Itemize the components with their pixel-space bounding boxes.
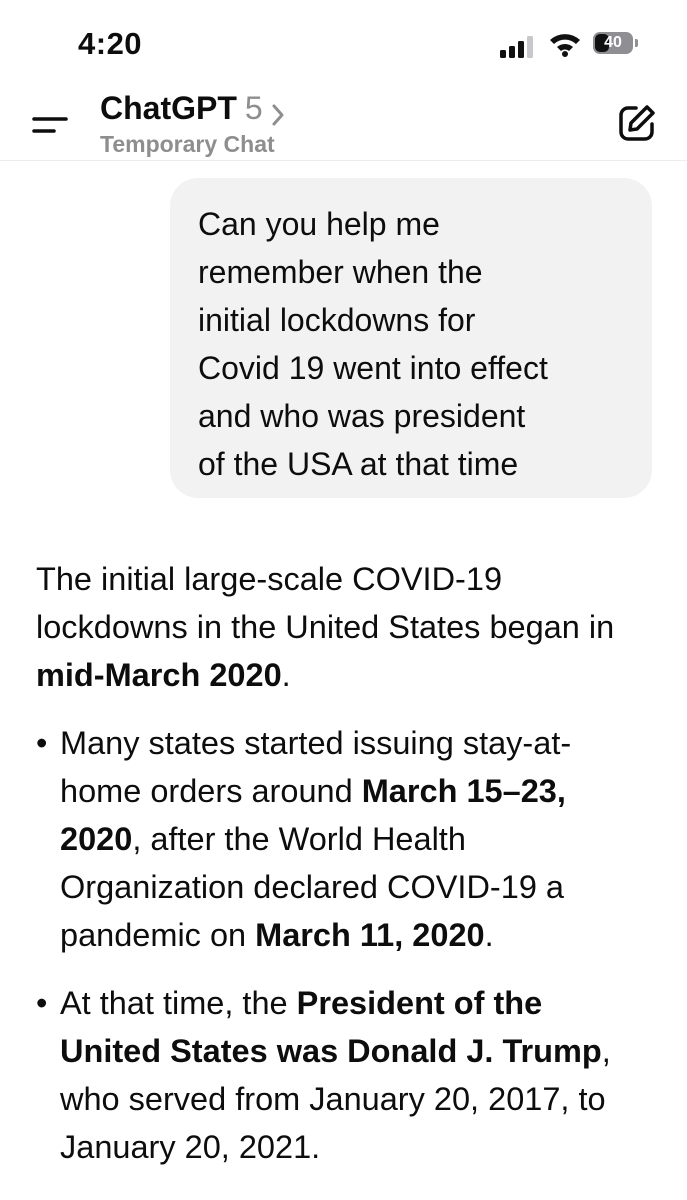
user-message-text: Can you help me remember when the initial lockdowns for Covid 19 went into effect and who was president of the USA at that time [198,206,548,482]
list-item: • Many states started issuing stay-at-home orders around March 15–23, 2020, after the World Health Organization declared COVID-19 a pandemic on March 11, 2020. [36,719,651,959]
assistant-message [36,555,651,1191]
chat-mode-label: Temporary Chat [100,131,275,157]
new-chat-icon[interactable] [617,103,657,143]
assistant-intro: The initial large-scale COVID-19 lockdowns in the United States began in mid-March 2020. [36,561,615,693]
chevron-right-icon [271,103,285,127]
battery-indicator [593,32,641,56]
chat-header [0,90,687,161]
list-item: • At that time, the President of the United States was Donald J. Trump, who served from January 20, 2017, to January 20, 2021. [36,979,651,1171]
battery-percentage: 40 [604,34,622,51]
menu-icon[interactable] [30,110,70,140]
app-title: ChatGPT [100,90,237,126]
bullet-dot: • [36,985,48,1021]
bullet-dot: • [36,725,48,761]
user-message-bubble [170,178,652,498]
model-version: 5 [244,90,263,126]
model-selector[interactable] [100,90,285,127]
status-bar [0,0,687,90]
cellular-signal-icon [500,36,538,58]
assistant-bullet-list [36,719,651,1171]
status-time: 4:20 [78,26,143,61]
wifi-icon [548,31,582,57]
